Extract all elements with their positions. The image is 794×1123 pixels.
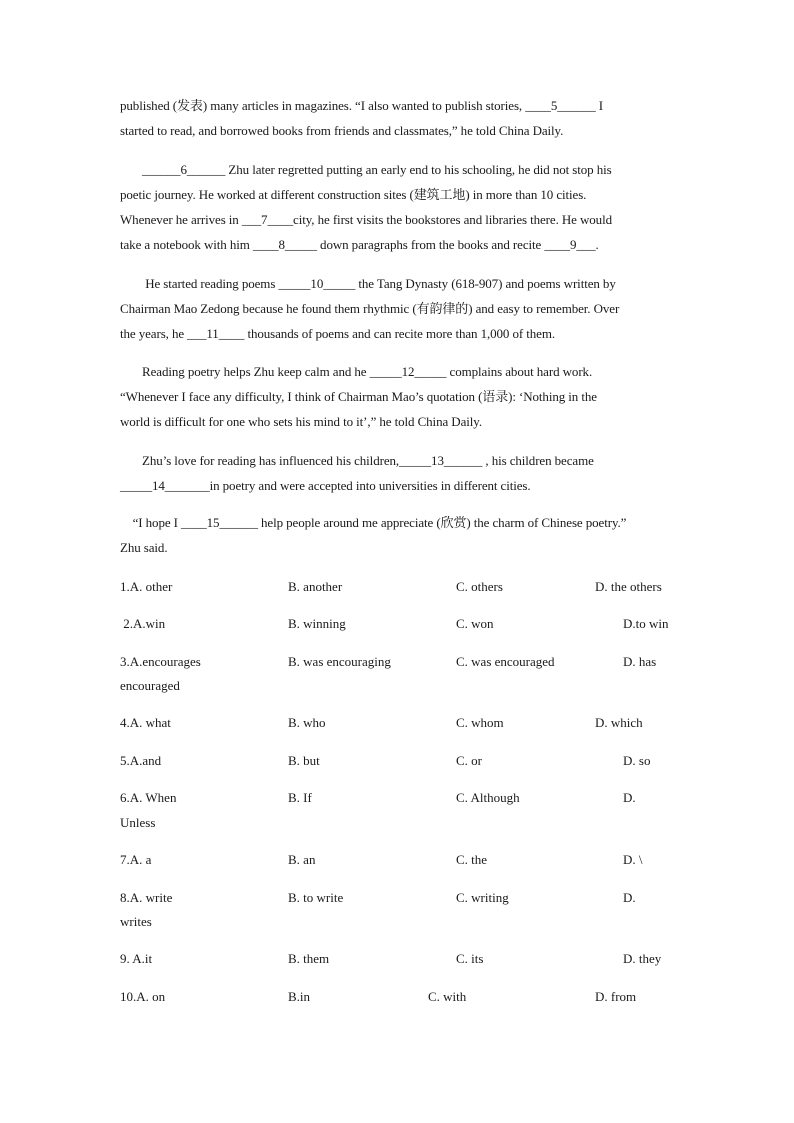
text-line: the years, he ___11____ thousands of poems and can recite more than 1,000 of them. — [120, 326, 556, 341]
text-line: He started reading poems _____10_____ the Tang Dynasty (618-907) and poems written by — [120, 276, 616, 291]
option-d: D. so — [623, 753, 651, 768]
option-b: B. who — [288, 715, 326, 730]
option-d: D. \ — [623, 852, 643, 867]
text-line: Chairman Mao Zedong because he found them rhythmic (有韵律的) and easy to remember. Over — [120, 301, 620, 316]
text-line: Reading poetry helps Zhu keep calm and he _____12_____ complains about hard work. — [120, 364, 593, 379]
option-d: D. which — [595, 715, 643, 730]
option-c: C. with — [428, 989, 467, 1004]
text-line: ______6______ Zhu later regretted putting an early end to his schooling, he did not stop his — [120, 162, 612, 177]
option-a: 4.A. what — [120, 715, 171, 730]
paragraph-1 — [120, 93, 680, 143]
option-a: 9. A.it — [120, 951, 153, 966]
option-a: 8.A. write — [120, 890, 173, 905]
text-line: published (发表) many articles in magazines. “I also wanted to publish stories, ____5______ I — [120, 98, 603, 113]
option-d-continuation: Unless — [120, 815, 156, 830]
option-b: B. but — [288, 753, 320, 768]
option-d-continuation: writes — [120, 914, 152, 929]
paragraph-3 — [120, 271, 680, 346]
option-c: C. or — [456, 753, 482, 768]
option-c: C. was encouraged — [456, 654, 555, 669]
option-d: D. from — [595, 989, 637, 1004]
option-c: C. Although — [456, 790, 520, 805]
option-b: B. them — [288, 951, 330, 966]
option-c: C. the — [456, 852, 488, 867]
option-d: D. has — [623, 654, 657, 669]
option-c: C. its — [456, 951, 484, 966]
option-a: 1.A. other — [120, 579, 173, 594]
paragraph-4 — [120, 359, 680, 434]
option-a: 10.A. on — [120, 989, 166, 1004]
option-b: B. an — [288, 852, 316, 867]
paragraph-6 — [120, 510, 680, 560]
option-b: B. another — [288, 579, 343, 594]
option-b: B. If — [288, 790, 312, 805]
paragraph-2 — [120, 157, 680, 257]
text-line: Zhu said. — [120, 540, 168, 555]
text-line: _____14_______in poetry and were accepted into universities in different cities. — [120, 478, 531, 493]
option-d: D. — [623, 890, 636, 905]
option-a: 6.A. When — [120, 790, 177, 805]
option-a: 3.A.encourages — [120, 654, 201, 669]
option-a: 2.A.win — [120, 616, 166, 631]
option-b: B. to write — [288, 890, 344, 905]
text-line: take a notebook with him ____8_____ down paragraphs from the books and recite ____9___. — [120, 237, 599, 252]
option-c: C. whom — [456, 715, 504, 730]
option-a: 7.A. a — [120, 852, 152, 867]
text-line: poetic journey. He worked at different construction sites (建筑工地) in more than 10 cities. — [120, 187, 587, 202]
option-d-continuation: encouraged — [120, 678, 180, 693]
option-d: D. they — [623, 951, 662, 966]
option-d: D. — [623, 790, 636, 805]
text-line: Whenever he arrives in ___7____city, he first visits the bookstores and libraries there. He would — [120, 212, 612, 227]
option-b: B. winning — [288, 616, 346, 631]
text-line: started to read, and borrowed books from friends and classmates,” he told China Daily. — [120, 123, 564, 138]
paragraph-5 — [120, 448, 680, 498]
option-c: C. won — [456, 616, 494, 631]
text-line: “I hope I ____15______ help people around me appreciate (欣赏) the charm of Chinese poetry.” — [120, 515, 627, 530]
option-c: C. writing — [456, 890, 509, 905]
option-b: B.in — [288, 989, 311, 1004]
text-line: Zhu’s love for reading has influenced his children,_____13______ , his children became — [120, 453, 594, 468]
option-a: 5.A.and — [120, 753, 162, 768]
text-line: “Whenever I face any difficulty, I think of Chairman Mao’s quotation (语录): ‘Nothing in the — [120, 389, 597, 404]
text-line: world is difficult for one who sets his mind to it’,” he told China Daily. — [120, 414, 482, 429]
option-c: C. others — [456, 579, 503, 594]
option-d: D.to win — [623, 616, 669, 631]
option-d: D. the others — [595, 579, 662, 594]
option-b: B. was encouraging — [288, 654, 391, 669]
